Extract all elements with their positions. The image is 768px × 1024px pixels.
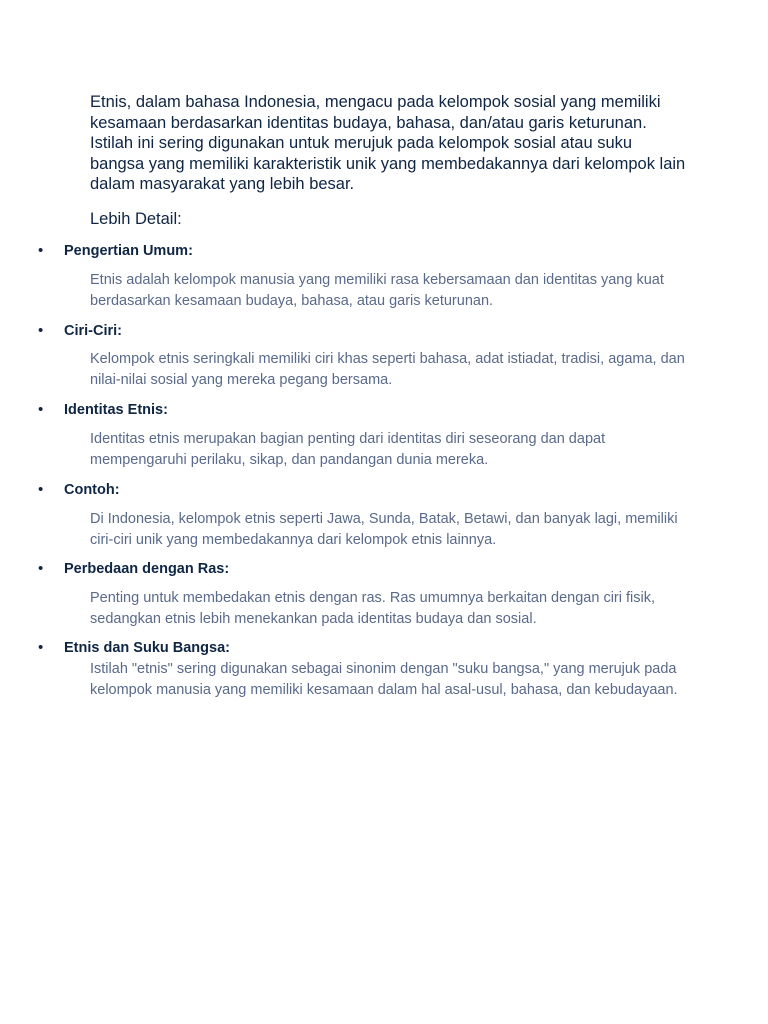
item-description: Kelompok etnis seringkali memiliki ciri khas seperti bahasa, adat istiadat, tradisi, agama, dan nilai-nilai sosial yang mereka pegang bersama.	[90, 351, 685, 388]
bullet-marker: •	[38, 242, 44, 259]
item-description: Identitas etnis merupakan bagian penting dari identitas diri seseorang dan dapat mempengaruhi perilaku, sikap, dan pandangan dunia mereka.	[90, 431, 606, 468]
item-title: Contoh:	[64, 482, 120, 498]
item-description: Istilah "etnis" sering digunakan sebagai sinonim dengan "suku bangsa," yang merujuk pada kelompok manusia yang memiliki kesamaan dalam hal asal-usul, bahasa, dan kebudayaan.	[90, 661, 678, 698]
item-description: Di Indonesia, kelompok etnis seperti Jawa, Sunda, Batak, Betawi, dan banyak lagi, memiliki ciri-ciri unik yang membedakannya dari kelompok etnis lainnya.	[90, 511, 678, 548]
bullet-marker: •	[38, 639, 44, 656]
item-title: Pengertian Umum:	[64, 243, 193, 259]
detail-heading: Lebih Detail:	[90, 210, 182, 228]
item-description: Penting untuk membedakan etnis dengan ras. Ras umumnya berkaitan dengan ciri fisik, sedangkan etnis lebih menekankan pada identitas budaya dan sosial.	[90, 590, 656, 627]
item-title: Identitas Etnis:	[64, 402, 168, 418]
intro-paragraph: Etnis, dalam bahasa Indonesia, mengacu pada kelompok sosial yang memiliki kesamaan berdasarkan identitas budaya, bahasa, dan/atau garis keturunan. Istilah ini sering digunakan untuk merujuk pada kelompok sosial atau suku bangsa yang memiliki karakteristik unik yang membedakannya dari kelompok lain dalam masyarakat yang lebih besar.	[90, 93, 686, 193]
item-title: Etnis dan Suku Bangsa:	[64, 640, 230, 656]
bullet-marker: •	[38, 401, 44, 418]
item-title: Ciri-Ciri:	[64, 323, 122, 339]
item-title: Perbedaan dengan Ras:	[64, 561, 230, 577]
bullet-marker: •	[38, 322, 44, 339]
bullet-marker: •	[38, 560, 44, 577]
item-description: Etnis adalah kelompok manusia yang memiliki rasa kebersamaan dan identitas yang kuat berdasarkan kesamaan budaya, bahasa, atau garis keturunan.	[90, 272, 664, 309]
bullet-marker: •	[38, 481, 44, 498]
